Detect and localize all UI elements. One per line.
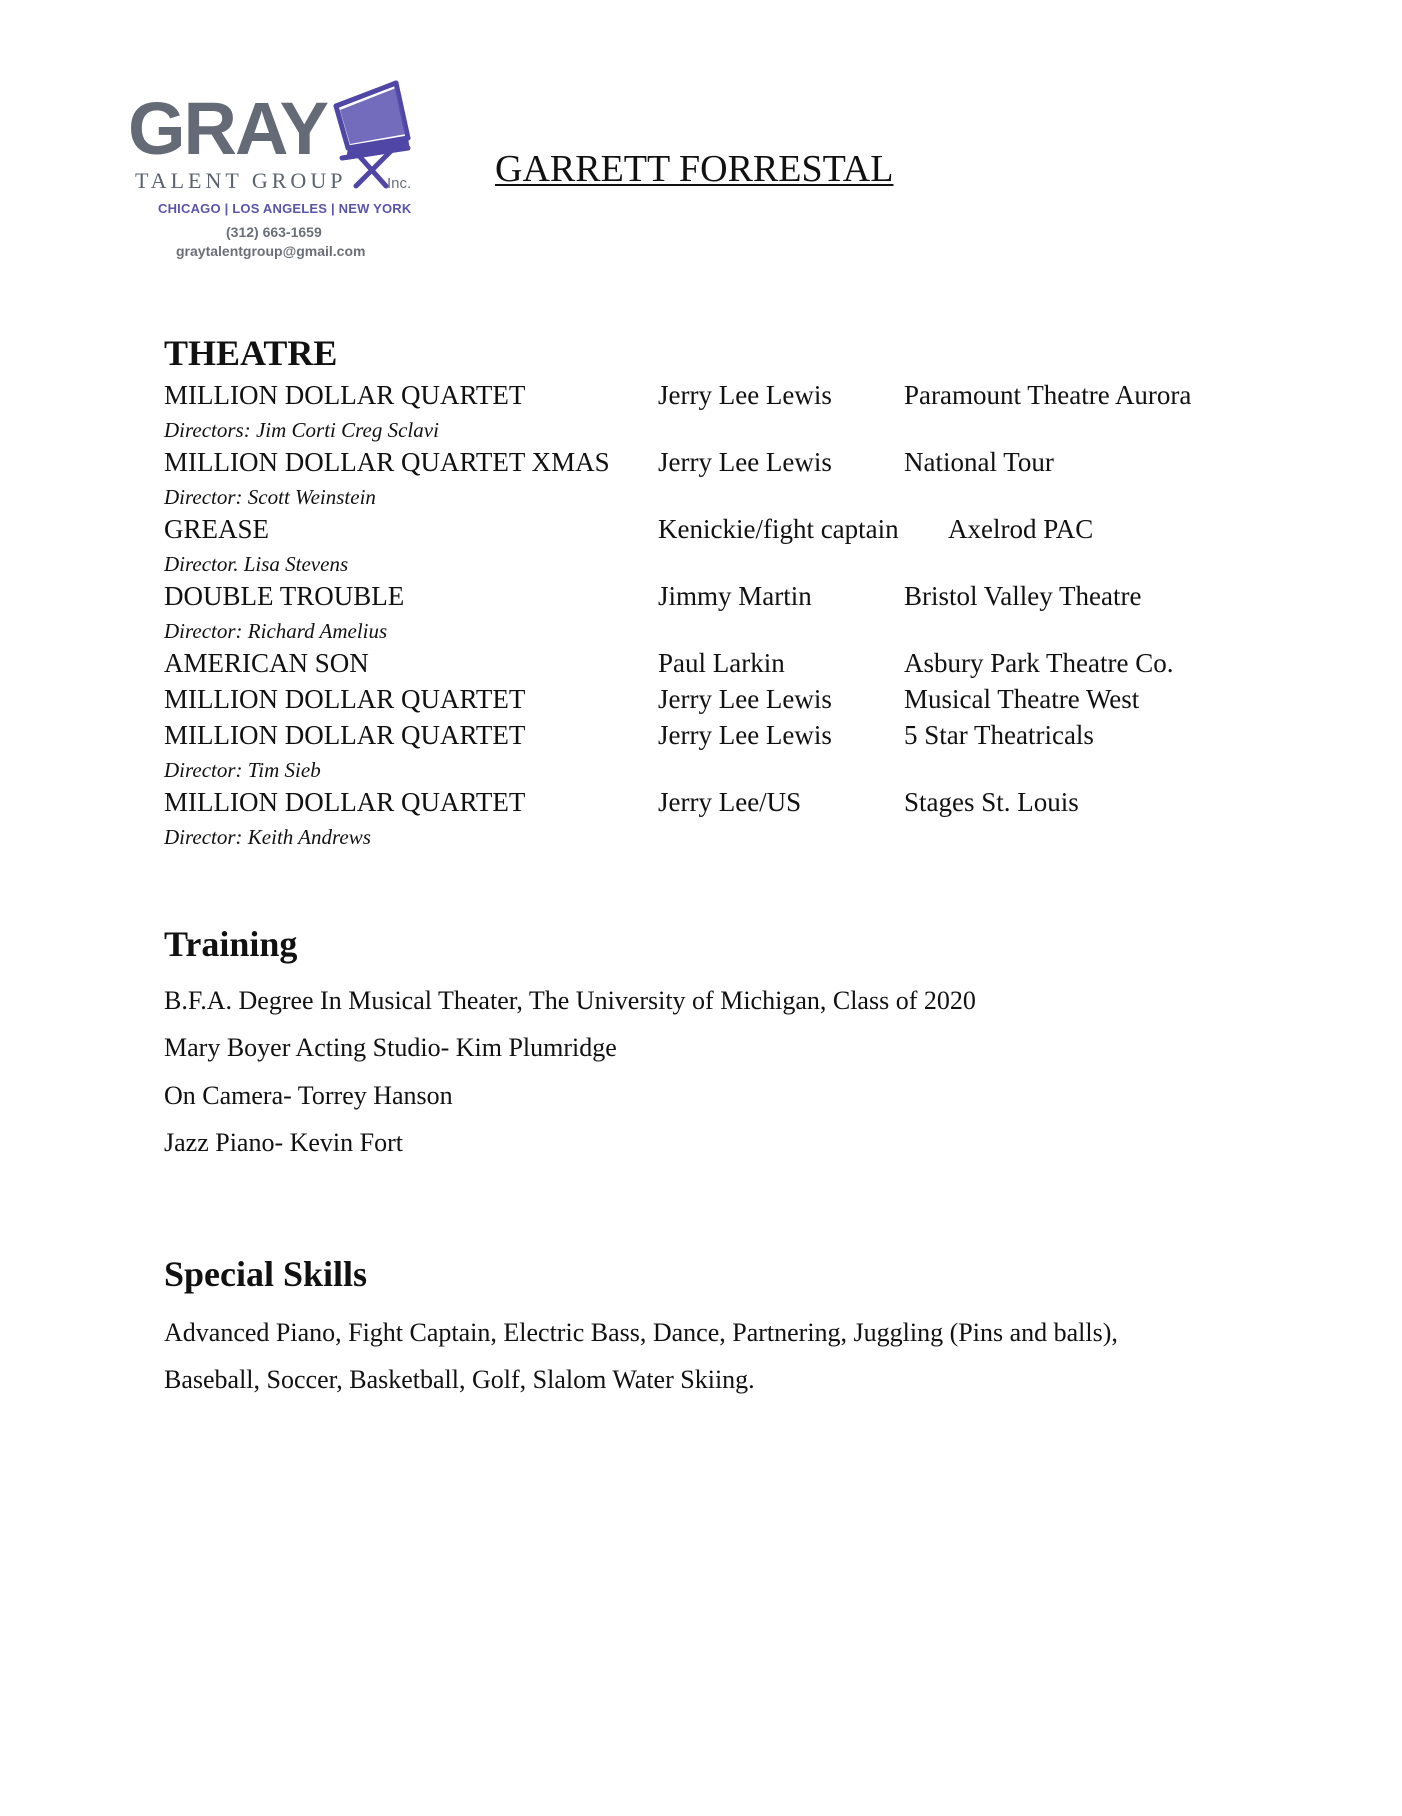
training-heading: Training [164,924,298,964]
credit-venue: Axelrod PAC [948,514,1094,544]
credit-director: Director: Tim Sieb [164,758,321,782]
skills-heading: Special Skills [164,1254,368,1294]
credit-venue: Musical Theatre West [904,684,1140,714]
credit-show: MILLION DOLLAR QUARTET [164,787,526,817]
credit-role: Paul Larkin [658,648,785,678]
credit-show: MILLION DOLLAR QUARTET [164,684,526,714]
credit-director: Director: Keith Andrews [164,825,371,849]
credit-director: Director: Richard Amelius [164,619,388,643]
credit-show: MILLION DOLLAR QUARTET [164,720,526,750]
logo-phone: (312) 663-1659 [226,224,322,240]
performer-name: GARRETT FORRESTAL [495,148,894,190]
credit-director: Director: Scott Weinstein [164,485,376,509]
credit-show: AMERICAN SON [164,648,369,678]
logo-cities: CHICAGO | LOS ANGELES | NEW YORK [158,201,412,216]
training-item: On Camera- Torrey Hanson [164,1081,453,1110]
logo-subtitle: TALENT GROUP [135,168,347,193]
credit-role: Jerry Lee Lewis [658,684,832,714]
skills-line: Baseball, Soccer, Basketball, Golf, Slalom Water Skiing. [164,1365,755,1394]
training-item: Jazz Piano- Kevin Fort [164,1128,404,1157]
credit-venue: Paramount Theatre Aurora [904,380,1192,410]
credit-role: Jerry Lee Lewis [658,380,832,410]
credit-show: GREASE [164,514,270,544]
credit-role: Jerry Lee/US [658,787,802,817]
credit-venue: Stages St. Louis [904,787,1079,817]
credit-role: Jerry Lee Lewis [658,447,832,477]
credit-director: Directors: Jim Corti Creg Sclavi [164,418,439,442]
logo-email: graytalentgroup@gmail.com [176,243,366,259]
credit-venue: Bristol Valley Theatre [904,581,1142,611]
credit-role: Jerry Lee Lewis [658,720,832,750]
credit-venue: 5 Star Theatricals [904,720,1094,750]
agency-logo [128,78,428,268]
credit-venue: National Tour [904,447,1054,477]
skills-line: Advanced Piano, Fight Captain, Electric Bass, Dance, Partnering, Juggling (Pins and balls), [164,1318,1118,1347]
training-item: B.F.A. Degree In Musical Theater, The University of Michigan, Class of 2020 [164,986,976,1015]
logo-brand: GRAY [128,87,328,170]
theatre-heading: THEATRE [164,333,338,373]
logo-suffix: Inc. [387,175,412,192]
credit-venue: Asbury Park Theatre Co. [904,648,1174,678]
credit-show: MILLION DOLLAR QUARTET XMAS [164,447,610,477]
credit-role: Jimmy Martin [658,581,812,611]
credit-role: Kenickie/fight captain [658,514,899,544]
credit-show: DOUBLE TROUBLE [164,581,405,611]
training-item: Mary Boyer Acting Studio- Kim Plumridge [164,1033,617,1062]
credit-director: Director. Lisa Stevens [164,552,349,576]
credit-show: MILLION DOLLAR QUARTET [164,380,526,410]
